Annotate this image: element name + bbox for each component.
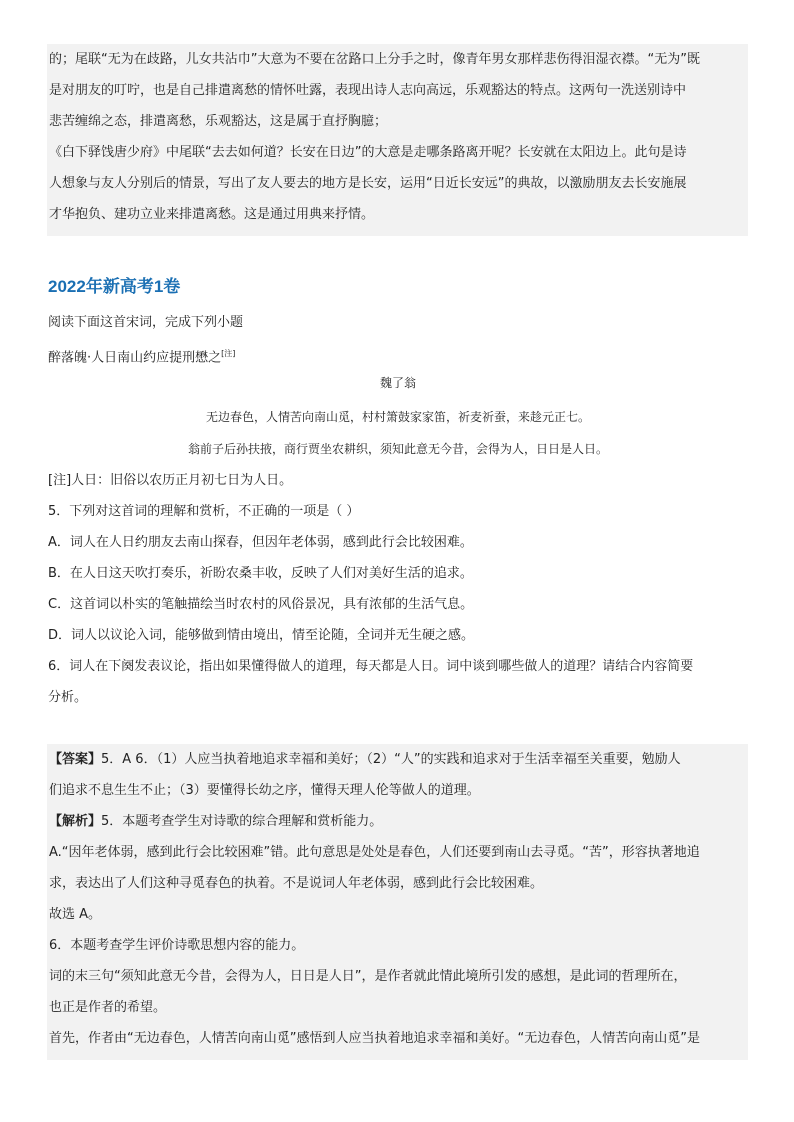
question-6-cont: 分析。	[48, 690, 88, 705]
option-a: A．词人在人日约朋友去南山探春，但因年老体弱，感到此行会比较困难。	[48, 535, 473, 550]
text-line: 是对朋友的叮咛，也是自己排遣离愁的情怀吐露，表现出诗人志向高远，乐观豁达的特点。这两句一洗送别诗中	[49, 83, 687, 98]
text-line: A.“因年老体弱，感到此行会比较困难”错。此句意思是处处是春色，人们还要到南山去寻觅。“苦”，形容执著地追	[49, 845, 700, 860]
text-line: 首先，作者由“无边春色，人情苦向南山觅”感悟到人应当执着地追求幸福和美好。“无边春色，人情苦向南山觅”是	[49, 1031, 700, 1046]
note-mark: [注]	[221, 349, 236, 358]
answer-line-2: 们追求不息生生不止；（3）要懂得长幼之序，懂得天理人伦等做人的道理。	[49, 783, 480, 798]
text-line: 悲苦缠绵之态，排遣离愁，乐观豁达，这是属于直抒胸臆；	[49, 114, 388, 129]
answer-analysis-box	[47, 744, 748, 1060]
text-line: 也正是作者的希望。	[49, 1000, 167, 1015]
analysis-label: 【解析】	[49, 814, 102, 829]
question-5: 5．下列对这首词的理解和赏析，不正确的一项是（ ）	[48, 504, 360, 519]
text-line: 6．本题考查学生评价诗歌思想内容的能力。	[49, 938, 305, 953]
question-6: 6．词人在下阕发表议论，指出如果懂得做人的道理，每天都是人日。词中谈到哪些做人的道理？请结合内容简要	[48, 659, 694, 674]
text-line: 的；尾联“无为在歧路，儿女共沾巾”大意为不要在岔路口上分手之时，像青年男女那样悲伤得泪湿衣襟。“无为”既	[49, 52, 700, 67]
previous-analysis-box	[47, 44, 748, 236]
text-line: 词的末三句“须知此意无今昔，会得为人，日日是人日”，是作者就此情此境所引发的感想，是此词的哲理所在，	[49, 969, 687, 984]
note-text: [注]人日：旧俗以农历正月初七日为人日。	[48, 473, 293, 488]
poem-author: 魏了翁	[379, 376, 416, 390]
poem-line-2: 翁前子后孙扶掖，商行贾坐农耕织，须知此意无今昔，会得为人，日日是人日。	[187, 442, 608, 456]
poem-title: 醉落魄·人日南山约应提刑懋之[注]	[48, 349, 236, 366]
option-c: C．这首词以朴实的笔触描绘当时农村的风俗景况，具有浓郁的生活气息。	[48, 597, 474, 612]
answer-label: 【答案】	[49, 752, 102, 767]
text-line: 《白下驿饯唐少府》中尾联“去去如何道？长安在日边”的大意是走哪条路离开呢？长安就在太阳边上。此句是诗	[49, 145, 687, 160]
text-line: 人想象与友人分别后的情景，写出了友人要去的地方是长安，运用“日近长安远”的典故，以激励朋友去长安施展	[49, 176, 687, 191]
text-line: 故选 A。	[49, 907, 102, 922]
option-b: B．在人日这天吹打奏乐，祈盼农桑丰收，反映了人们对美好生活的追求。	[48, 566, 473, 581]
intro-block	[48, 307, 748, 369]
section-heading: 2022年新高考1卷	[48, 277, 181, 296]
questions-block	[48, 465, 748, 713]
intro-text: 阅读下面这首宋词，完成下列小题	[48, 315, 244, 330]
text-line: 求，表达出了人们这种寻觅春色的执着。不是说词人年老体弱，感到此行会比较困难。	[49, 876, 544, 891]
answer-line: 【答案】5．A 6．（1）人应当执着地追求幸福和美好；（2）“人”的实践和追求对于生活幸福至关重要，勉励人	[49, 752, 681, 767]
option-d: D．词人以议论入词，能够做到情由境出，情至论随，全词并无生硬之感。	[48, 628, 475, 643]
text-line: 才华抱负、建功立业来排遣离愁。这是通过用典来抒情。	[49, 207, 375, 222]
poem-line-1: 无边春色，人情苦向南山觅，村村箫鼓家家笛，祈麦祈蚕，来趁元正七。	[205, 410, 590, 424]
analysis-line: 【解析】5．本题考查学生对诗歌的综合理解和赏析能力。	[49, 814, 383, 829]
